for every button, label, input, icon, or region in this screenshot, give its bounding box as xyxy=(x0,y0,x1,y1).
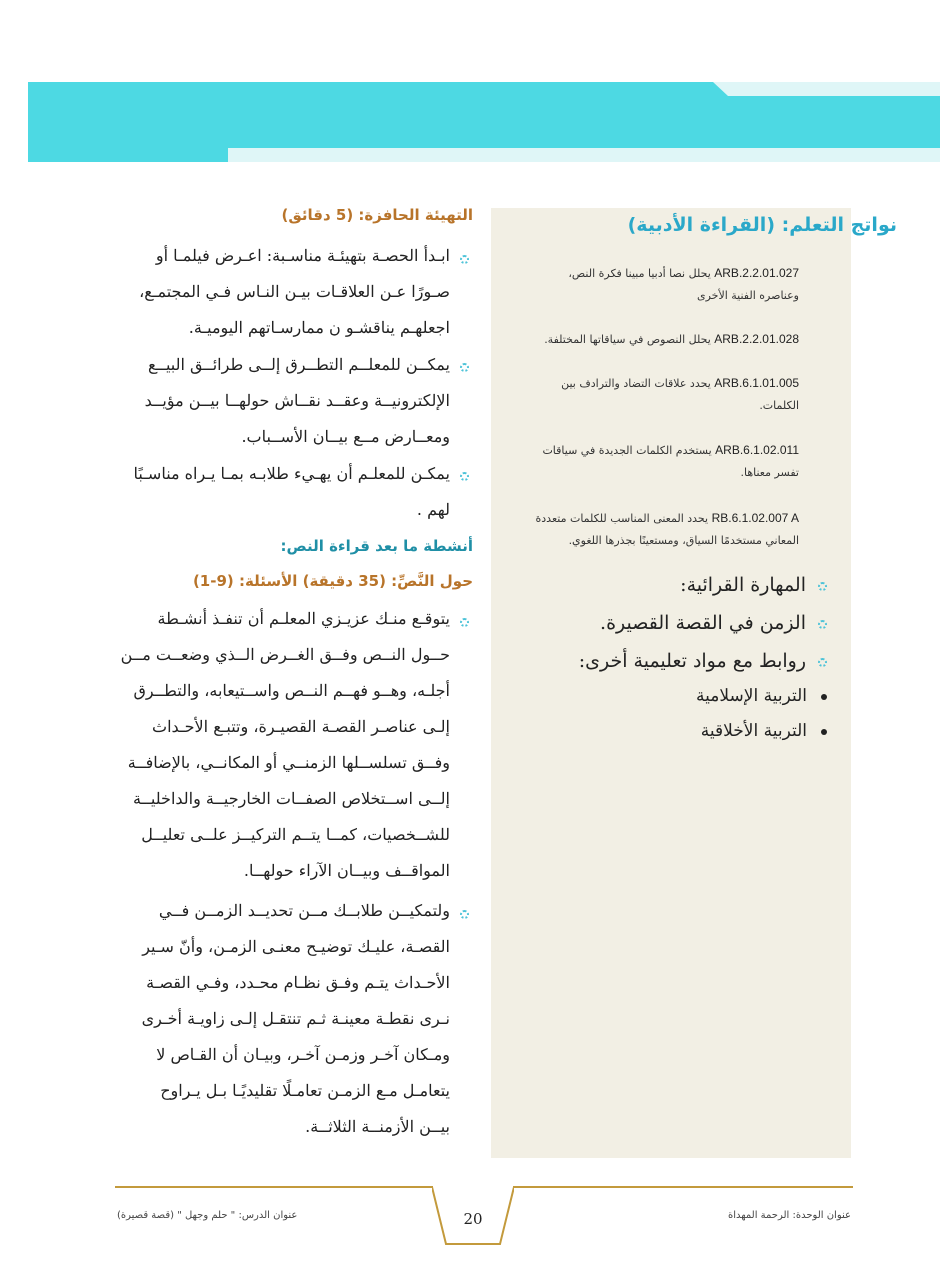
warmup-heading: التهيئة الحافزة: (5 دقائق) xyxy=(281,206,473,224)
around-text-paragraph: ولتمكيــن طلابــك مــن تحديــد الزمــن فــي القصـة، عليـك توضيـح معنـى الزمـن، وأنّ سـير الأحـداث يتـم وفـق نظـام محـدد، وفـي القصـة نـرى نقطـة معينـة ثـم تنتقـل إلـى زاويـة أخـرى ومـكان آخـر وزمـن آخـر، وبيـان أن القـاص لا يتعامـل مـع الزمـن تعامـلًا تقليديًـا بـل يـراوح بيــن الأزمنــة الثلاثــة. xyxy=(141,901,450,1136)
footer-rule-right xyxy=(513,1186,853,1188)
ring-bullet-icon xyxy=(460,255,469,264)
outcome-item: ARB.6.1.02.011 يستخدم الكلمات الجديدة في سياقات تفسر معناها. xyxy=(542,443,799,479)
unit-title: عنوان الوحدة: الرحمة المهداة xyxy=(728,1210,851,1221)
around-text-paragraph: يتوقـع منـك عزيـزي المعلـم أن تنفـذ أنشـطة حــول النــص وفــق الغــرض الــذي وضعــت مــن أجلـه، وهــو فهــم النــص واســتيعابه، والتطــرق إلـى عناصـر القصـة القصيـرة، وتتبـع الأحـداث وفــق تسلســلها الزمنــي أو المكانــي، بالإضافــة إلــى اســتخلاص الصفــات الخارجيــة والداخليــة للشــخصيات، كمــا يتــم التركيــز علــى تعليــل المواقــف وبيــان الآراء حولهــا. xyxy=(120,609,450,880)
ring-bullet-icon xyxy=(818,582,827,591)
ring-bullet-icon xyxy=(818,620,827,629)
warmup-paragraph: يمكـن للمعلـم أن يهـيء طلابـه بمـا يـراه مناسـبًا لهم . xyxy=(133,464,450,519)
learning-outcomes-title: نواتج التعلم: (القراءة الأدبية) xyxy=(627,214,897,236)
ring-bullet-icon xyxy=(460,910,469,919)
post-reading-heading: أنشطة ما بعد قراءة النص: xyxy=(280,537,473,555)
ring-bullet-icon xyxy=(460,363,469,372)
outcome-item: RB.6.1.02.007 A يحدد المعنى المناسب للكلمات متعددة المعاني مستخدمًا السياق، ومستعينًا بجذرها اللغوي. xyxy=(535,511,799,547)
lesson-title: عنوان الدرس: " حلم وجهل " (قصة قصيرة) xyxy=(117,1210,298,1221)
reading-skill-item: الزمن في القصة القصيرة. xyxy=(600,612,827,634)
page-number: 20 xyxy=(463,1210,483,1228)
ring-bullet-icon xyxy=(460,618,469,627)
header-bottom-accent xyxy=(28,148,228,162)
dot-bullet-icon xyxy=(821,729,827,735)
warmup-paragraph: ابـدأ الحصـة بتهيئـة مناسـبة: اعـرض فيلمـا أو صـورًا عـن العلاقـات بيـن النـاس فـي المجتمـع، اجعلهـم يناقشـو ن ممارسـاتهم اليوميـة. xyxy=(139,246,450,337)
subject-item: التربية الأخلاقية xyxy=(701,721,827,741)
ring-bullet-icon xyxy=(818,658,827,667)
outcome-item: ARB.6.1.01.005 يحدد علاقات التضاد والترادف بين الكلمات. xyxy=(561,376,799,412)
cross-curricular-heading: روابط مع مواد تعليمية أخرى: xyxy=(579,650,827,672)
reading-skill-heading: المهارة القرائية: xyxy=(680,574,827,596)
warmup-paragraph: يمكــن للمعلــم التطــرق إلــى طرائــق البيــع الإلكترونيــة وعقــد نقــاش حولهــا بيــن مؤيــد ومعــارض مــع بيــان الأســباب. xyxy=(144,355,450,446)
outcome-item: ARB.2.2.01.027 يحلل نصا أدبيا مبينا فكرة النص، وعناصره الفنية الأخرى xyxy=(568,266,799,302)
footer-rule-left xyxy=(115,1186,433,1188)
dot-bullet-icon xyxy=(821,694,827,700)
outcome-item: ARB.2.2.01.028 يحلل النصوص في سياقاتها المختلفة. xyxy=(544,332,799,346)
around-text-heading: حول النَّصِّ: (35 دقيقة) الأسئلة: (9-1) xyxy=(192,572,473,590)
subject-item: التربية الإسلامية xyxy=(696,686,827,706)
ring-bullet-icon xyxy=(460,472,469,481)
